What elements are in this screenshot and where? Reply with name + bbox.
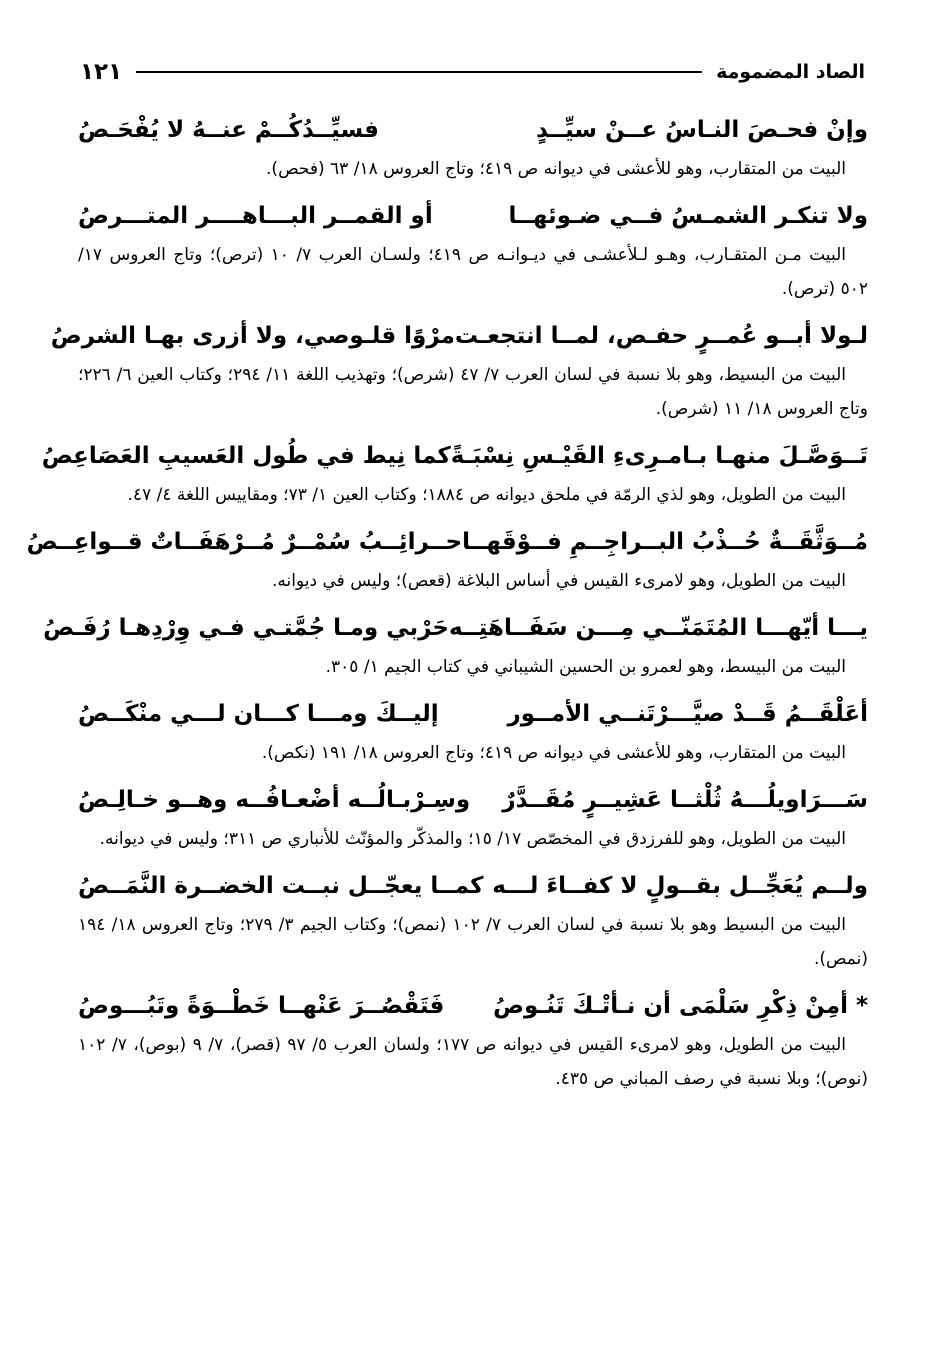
verse-entry [78, 108, 868, 186]
verse-note: البيت من المتقارب، وهو للأعشى في ديوانه ص ٤١٩؛ وتاج العروس ١٨/ ٦٣ (فحص). [266, 159, 846, 179]
verse-note: البيت من الطويل، وهو لذي الرمّة في ملحق ديوانه ص ١٨٨٤؛ وكتاب العين ١/ ٧٣؛ ومقاييس اللغة ٤/ ٤٧. [127, 485, 846, 505]
verse-line [78, 108, 868, 152]
first-hemistich: سَـــرَاويلُـــهُ ثُلْثــا عَشِيــرٍ مُقَــدَّرٌ [502, 787, 868, 813]
verse-line [78, 194, 868, 238]
first-hemistich: أعَلْقَــمُ قَــدْ صيَّـــرْتَنــي الأمــور [507, 701, 868, 727]
verse-line [78, 864, 868, 908]
verse-line [41, 434, 868, 478]
verse-entry [78, 864, 868, 976]
second-hemistich: كمــا يعجّــل نبــت الخضــرة النَّمَــصُ [78, 873, 484, 899]
verse-entry [78, 194, 868, 306]
verse-line [50, 314, 868, 358]
verse-note: البيت من البيسط، وهو لعمرو بن الحسين الشيباني في كتاب الجيم ١/ ٣٠٥. [325, 657, 846, 677]
verse-line [26, 520, 868, 564]
verse-note: البيت من الطويل، وهو لامرىء القيس في أساس البلاغة (قعص)؛ وليس في ديوانه. [272, 571, 846, 591]
page-number: ١٢١ [80, 59, 123, 85]
first-hemistich: يـــا أيّهـــا المُتَمَنّــي مِـــن سَفَــاهَتِــه [449, 615, 868, 641]
first-hemistich: وإنْ فحـصَ النـاسُ عــنْ سيِّــدٍ [535, 117, 868, 143]
first-hemistich: لـولا أبــو عُمــرٍ حفـص، لمــا انتجعـت [454, 323, 868, 349]
verse-entry [78, 692, 868, 770]
second-hemistich: فَتَقْصُــرَ عَنْهــا خَطْــوَةً وتَبُـــوصُ [78, 993, 445, 1019]
second-hemistich: فسيِّــدُكُــمْ عنــهُ لا يُفْحَـصُ [78, 117, 379, 143]
second-hemistich: وسِـرْبـالُــه أضْعـافُــه وهــو خـالِـصُ [78, 787, 471, 813]
verse-entry [41, 434, 868, 512]
chapter-title: الصاد المضمومة [716, 61, 865, 83]
first-hemistich: ولا تنكـر الشمـسُ فــي ضـوئهــا [508, 203, 868, 229]
verse-note: البيت من المتقارب، وهو للأعشى في ديوانه ص ٤١٩؛ وتاج العروس ١٨/ ١٩١ (نكص). [261, 743, 846, 763]
verse-note: البيت مـن المتقـارب، وهـو لـلأعشـى في ديـوانـه ص ٤١٩؛ ولسـان العرب ٧/ ١٠ (ترص)؛ وتاج العروس ١٧/ ٥٠٢ (ترص). [78, 245, 868, 299]
verse-note: البيت من الطويل، وهو للفرزدق في المخصّص ١٧/ ١٥؛ والمذكّر والمؤنّث للأنباري ص ٣١١؛ وليس في ديوانه. [99, 829, 846, 849]
verse-entry [78, 984, 868, 1096]
second-hemistich: إليــكَ ومـــا كـــان لـــي منْكَــصُ [78, 701, 439, 727]
second-hemistich: أو القمــر البـــاهــــر المتـــرصُ [78, 203, 433, 229]
verse-entry [43, 606, 868, 684]
second-hemistich: حَرْبي ومـا جُمَّتـي فـي وِرْدِهـا رُفَـصُ [43, 615, 449, 641]
verse-line [78, 778, 868, 822]
verse-entry [26, 520, 868, 598]
verse-entry [50, 314, 868, 426]
verse-list [26, 108, 868, 1104]
verse-note: البيت من البسيط وهو بلا نسبة في لسان العرب ٧/ ١٠٢ (نمص)؛ وكتاب الجيم ٣/ ٢٧٩؛ وتاج العروس ١٨/ ١٩٤ (نمص). [78, 915, 868, 969]
verse-line [78, 692, 868, 736]
verse-note: البيت من الطويل، وهو لامرىء القيس في ديوانه ص ١٧٧؛ ولسان العرب ٥/ ٩٧ (قصر)، ٧/ ٩ (بوص)، ٧/ ١٠٢ (نوص)؛ وبلا نسبة في رصف المباني ص ٤٣٥. [78, 1035, 868, 1089]
first-hemistich: مُــوَثَّقَــةٌ حُــذْبُ البــراجِــمِ فــوْقَهــا [462, 529, 868, 555]
first-hemistich: تَــوَصَّـلَ منهـا بـامـرِىءِ القَيْـسِ نِسْبَـةً [450, 443, 868, 469]
verse-line [43, 606, 868, 650]
first-hemistich: * أمِنْ ذِكْرِ سَلْمَى أن نـأتْـكَ تَنُـوصُ [493, 993, 868, 1019]
verse-entry [78, 778, 868, 856]
second-hemistich: كما نِيط في طُول العَسيبِ العَصَاعِصُ [41, 443, 451, 469]
second-hemistich: مرْوًا قلـوصي، ولا أزرى بهـا الشرصُ [50, 323, 455, 349]
first-hemistich: ولــم يُعَجِّــل بقــولٍ لا كفــاءَ لـــه [492, 873, 868, 899]
second-hemistich: حــرائِــبُ سُمْــرٌ مُــرْهَفَــاتٌ قــواعِــصُ [26, 529, 463, 555]
header-rule [136, 71, 702, 73]
page-header [80, 56, 865, 88]
verse-note: البيت من البسيط، وهو بلا نسبة في لسان العرب ٧/ ٤٧ (شرص)؛ وتهذيب اللغة ١١/ ٢٩٤؛ وكتاب العين ٦/ ٢٢٦؛ وتاج العروس ١٨/ ١١ (شرص). [78, 365, 868, 419]
verse-line [78, 984, 868, 1028]
